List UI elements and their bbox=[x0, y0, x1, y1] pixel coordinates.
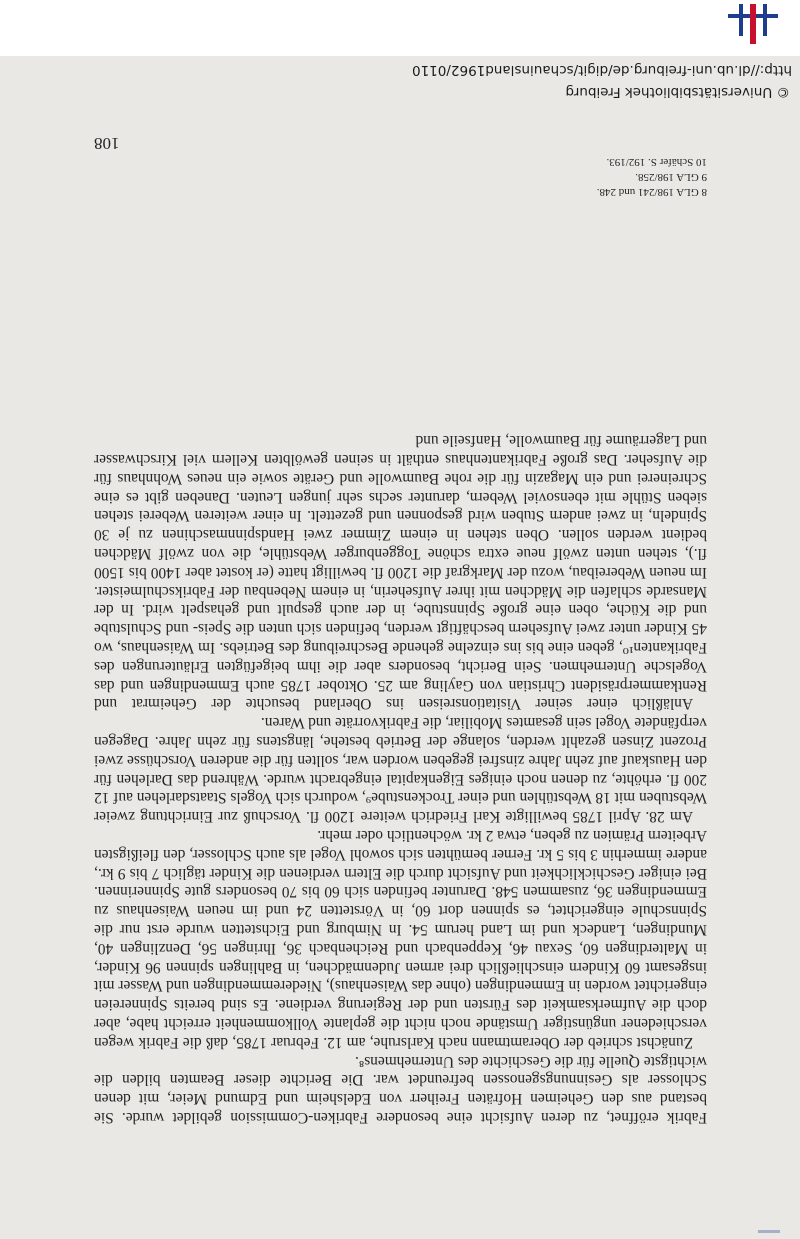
page-number: 108 bbox=[94, 134, 120, 153]
top-bar bbox=[0, 0, 800, 56]
paragraph: Zunächst schrieb der Oberamtmann nach Karlsruhe, am 12. Februar 1785, daß die Fabrik wegen verschiedener ungünstiger Umstände noch nicht die geplante Vollkommenheit erreicht habe, aber doch die Aufmerksamkeit des Fürsten und der Regierung verdiene. Es sind bereits Spinnereien eingerichtet worden in Emmendingen (ohne das Waisenhaus), Niederemmendingen und Wasser mit insgesamt 60 Kindern einschließlich drei armen Judenmädchen, in Bahlingen spinnen 96 Kinder, in Malterdingen 60, Sexau 46, Keppenbach und Reichenbach 36, Ihringen 56, Denzlingen 40, Mundingen, Landeck und im Land herum 54. In Nimburg und Eichstetten wurde erst nur die Spinnschule eingerichtet, es spinnen dort 60, in Vörstetten 24 und im neuen Waisenhaus zu Emmendingen 36, zusammen 548. Darunter befinden sich 60 bis 70 besonders gute Spinnerinnen. Bei einiger Geschicklichkeit und Aufsicht durch die Eltern verdienen die Kinder täglich 7 bis 9 kr., andere immerhin 3 bis 5 kr. Ferner bemühten sich sowohl Vogel als auch Schlosser, den fleißigsten Arbeitern Prämien zu geben, etwa 2 kr. wöchentlich oder mehr. bbox=[94, 827, 707, 1051]
footnote: 9 GLA 198/258. bbox=[635, 171, 707, 183]
footnotes bbox=[94, 154, 707, 199]
credits-footer bbox=[0, 56, 800, 100]
university-library-logo bbox=[728, 4, 778, 44]
paragraph: Anläßlich einer seiner Visitationsreisen ins Oberland besuchte der Geheimrat und Rentkammerpräsident Christian von Gayling am 25. Oktober 1785 auch Emmendingen und das Vogelsche Unternehmen. Sein Bericht, besonders aber die ihm beigefügten Erläuterungen des Fabrikanten¹⁰, geben eine bis ins einzelne gehende Beschreibung des Betriebs. Im Waisenhaus, wo 45 Kinder unter zwei Aufsehern beschäftigt werden, befinden sich unten die Speis- und Schulstube und die Küche, oben eine große Spinnstube, in der auch gespult und gehaspelt wird. In der Mansarde schlafen die Mädchen mit ihrer Aufseherin, in einem Nebenbau der Fabrikschulmeister. Im neuen Webereibau, wozu der Markgraf die 1200 fl. bewilligt hatte (er kostet aber 1400 bis 1500 fl.), stehen unten zwölf neue extra schöne Toggenburger Webstühle, die von zwölf Mädchen bedient werden sollen. Oben stehen in einem Zimmer zwei Handspinnmaschinen zu je 30 Spindeln, in zwei andern Stuben wird gesponnen und gezettelt. In einer weiteren Weberei stehen sieben Stühle mit ebensoviel Webern, darunter sechs sehr jungen Leuten. Daneben gibt es eine Schreinerei und ein Magazin für die rohe Baumwolle und Geräte sowie ein neues Wohnhaus für die Aufseher. Das große Fabrikantenhaus enthält in seinen gewölbten Kellern viel Kirschwasser und Lagerräume für Baumwolle, Hanfseile und bbox=[94, 432, 707, 713]
upside-down-page-content bbox=[0, 56, 800, 1239]
paragraph: Fabrik eröffnet, zu deren Aufsicht eine besondere Fabriken-Commission gebildet wurde. Sie bestand aus den Geheimen Hofräten Freiherr von Edelsheim und Edmund Meier, mit denen Schlosser als Gesinnungsgenossen befreundet war. Die Berichte dieser Beamten bilden die wichtigste Quelle für die Geschichte des Unternehmens⁸. bbox=[94, 1052, 707, 1126]
copyright-notice: © Universitätsbibliothek Freiburg bbox=[565, 84, 790, 100]
body-text bbox=[94, 431, 707, 1126]
footnote: 10 Schäfer S. 192/193. bbox=[606, 156, 707, 168]
source-url-link[interactable]: http://dl.ub.uni-freiburg.de/digit/schauinsland1962/0110 bbox=[412, 62, 792, 78]
scanned-page bbox=[0, 56, 800, 1239]
paragraph: Am 28. April 1785 bewilligte Karl Friedrich weitere 1200 fl. Vorschuß zur Einrichtung zweier Webstuben mit 18 Webstühlen und einer Trockenstube⁹, wodurch sich Vogels Staatsdarlehen auf 12 200 fl. erhöhte, zu denen noch einiges Eigenkapital eingebracht wurde. Während das Darlehen für den Hauskauf auf zehn Jahre zinsfrei gegeben worden war, sollten für die anderen Vorschüsse zwei Prozent Zinsen gezahlt werden, solange der Betrieb bestehe, längstens für zehn Jahre. Dagegen verpfändete Vogel sein gesamtes Mobiliar, die Fabrikvorräte und Waren. bbox=[94, 714, 707, 826]
scan-edge-mark bbox=[758, 1230, 780, 1233]
footnote: 8 GLA 198/241 und 248. bbox=[596, 186, 707, 198]
